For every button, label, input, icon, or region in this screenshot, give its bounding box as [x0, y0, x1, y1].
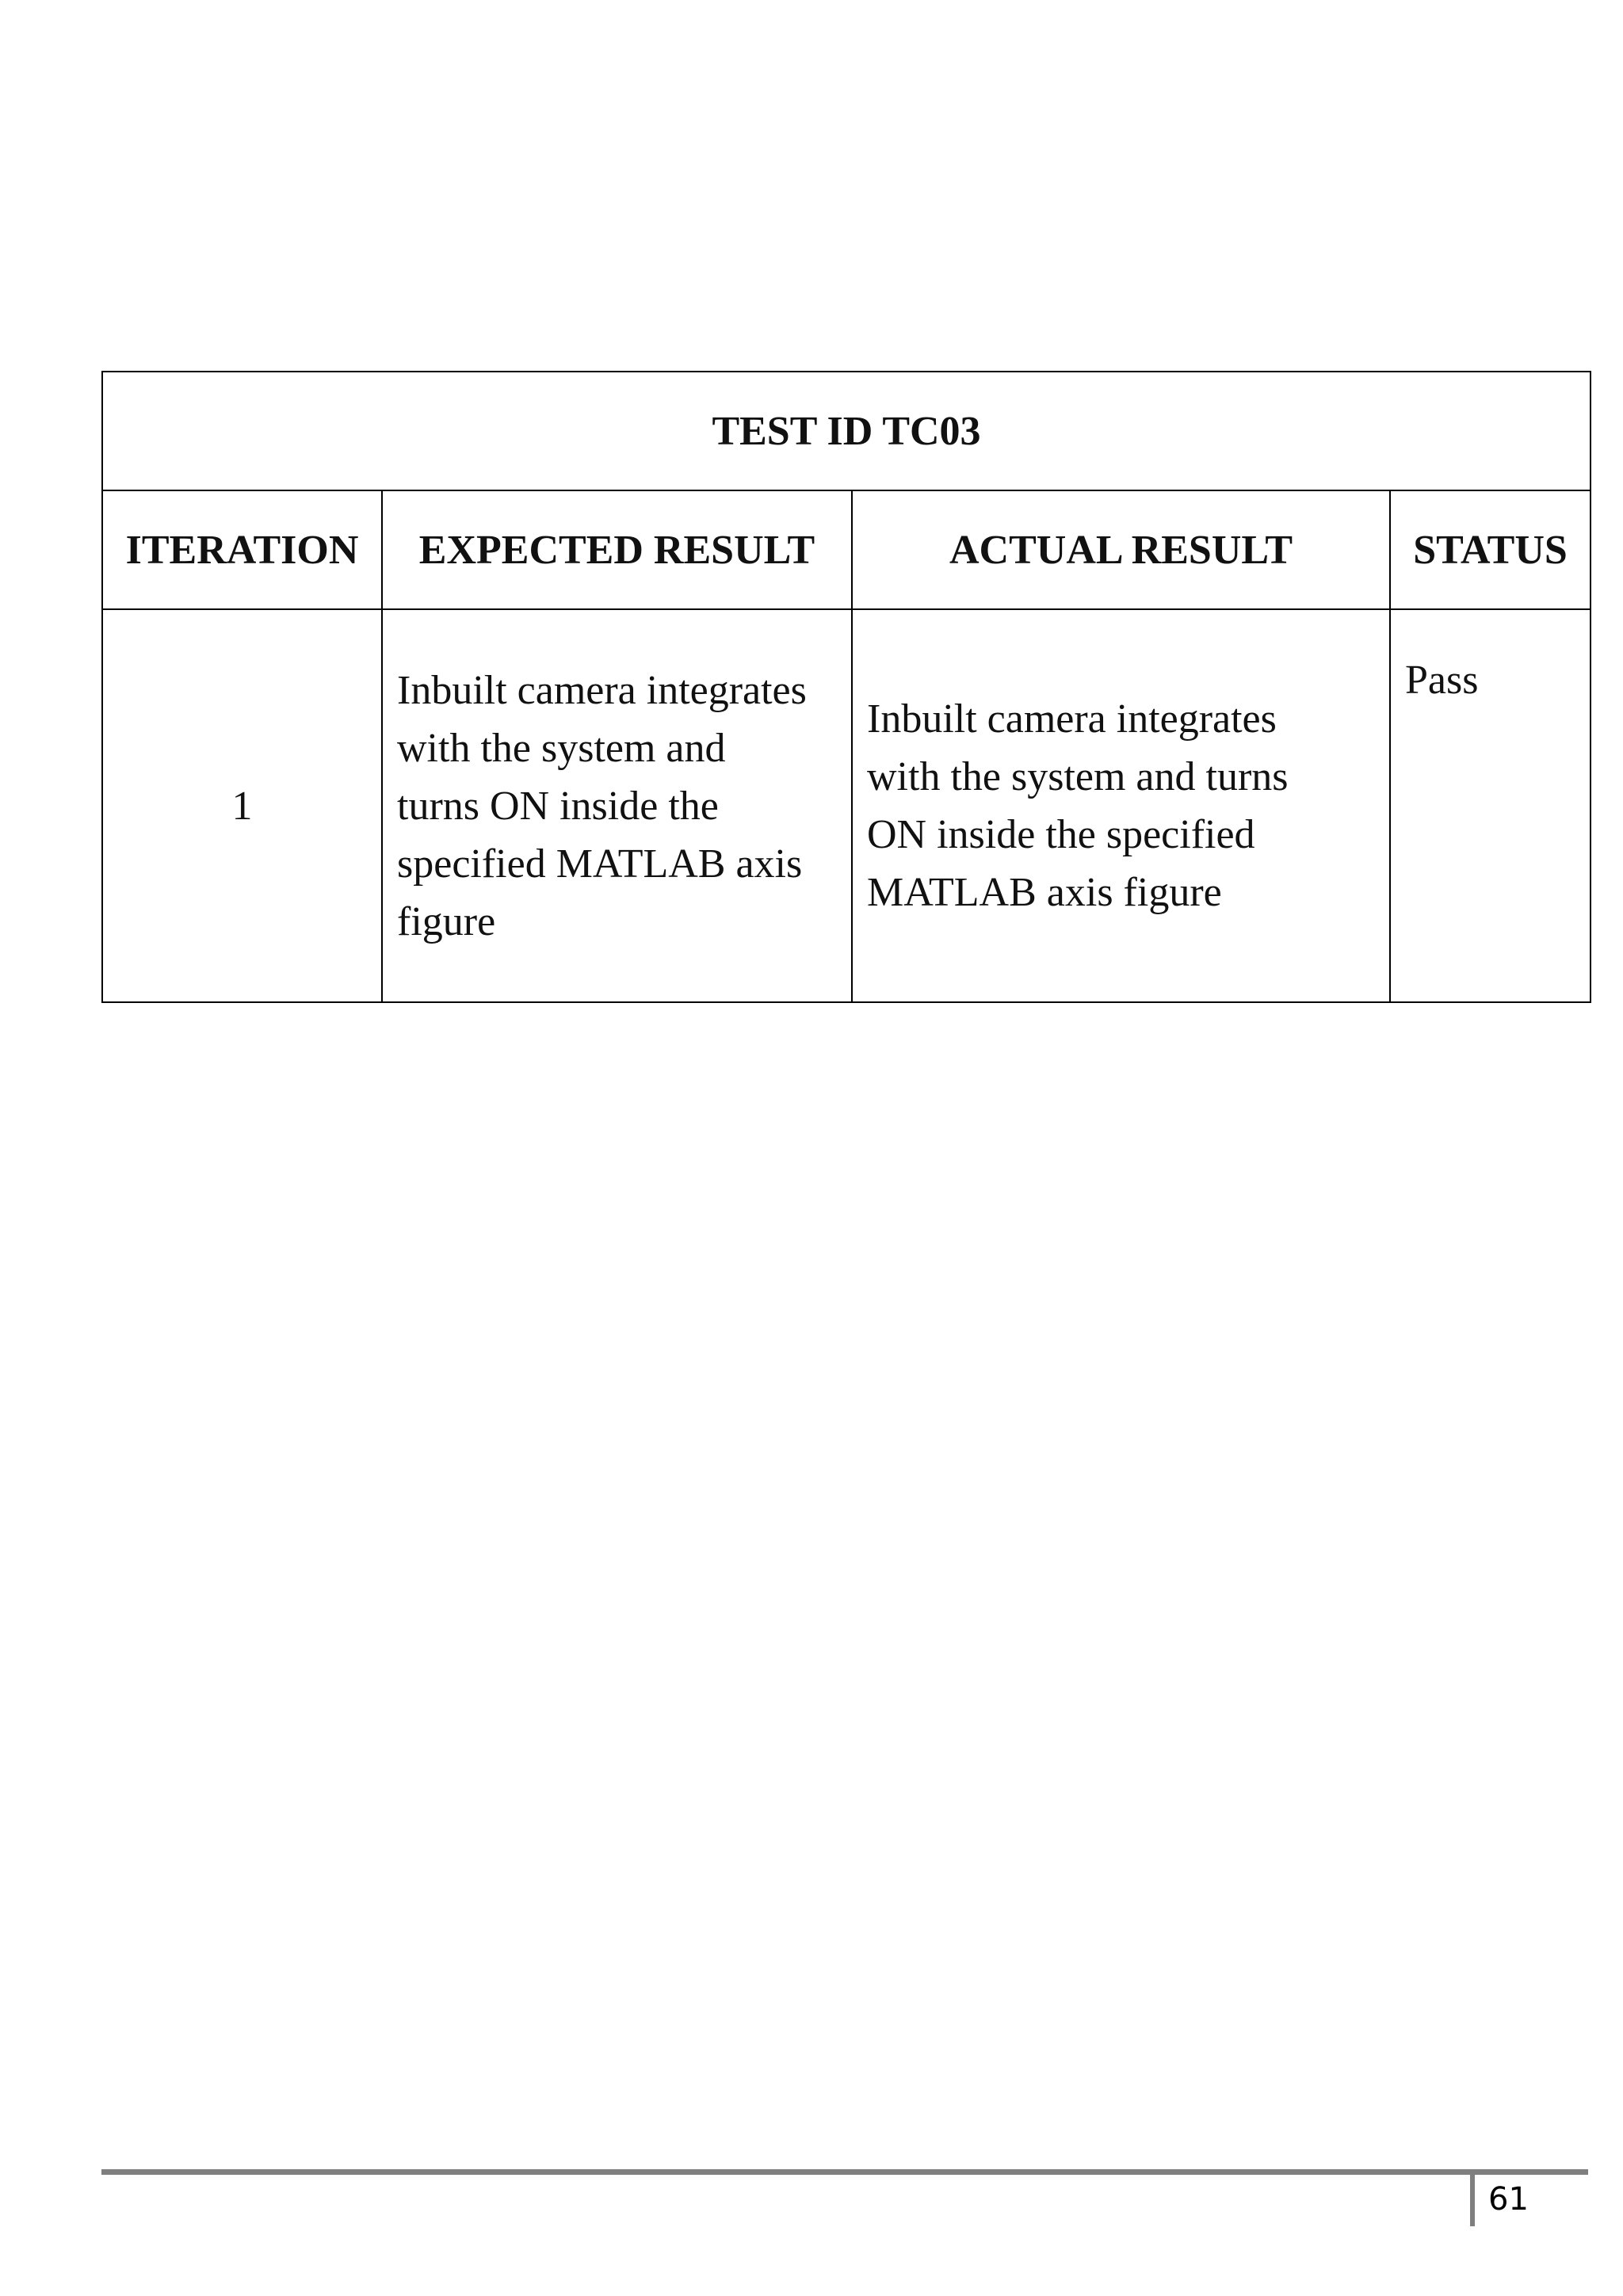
test-id-title: TEST ID TC03 [102, 372, 1591, 490]
expected-result-cell [382, 609, 852, 1002]
expected-result-line: figure [397, 898, 496, 944]
expected-result-line: with the system and [397, 725, 726, 771]
table-title-row [102, 372, 1591, 490]
actual-result-line: with the system and turns [867, 754, 1289, 799]
header-expected-result: EXPECTED RESULT [382, 490, 852, 609]
actual-result-line: Inbuilt camera integrates [867, 696, 1277, 742]
expected-result-line: turns ON inside the [397, 783, 719, 829]
table-row [102, 609, 1591, 1002]
actual-result-line: ON inside the specified [867, 812, 1255, 857]
test-case-table [101, 371, 1591, 1003]
actual-result-line: MATLAB axis figure [867, 870, 1222, 915]
header-actual-result: ACTUAL RESULT [852, 490, 1390, 609]
page-number-divider [1470, 2175, 1475, 2226]
header-iteration: ITERATION [102, 490, 382, 609]
header-status: STATUS [1390, 490, 1591, 609]
expected-result-line: Inbuilt camera integrates [397, 667, 807, 713]
footer-rule [101, 2169, 1588, 2175]
table-header-row [102, 490, 1591, 609]
status-cell: Pass [1390, 609, 1591, 1002]
page-number: 61 [1488, 2181, 1529, 2218]
expected-result-line: specified MATLAB axis [397, 841, 803, 887]
actual-result-cell [852, 609, 1390, 1002]
iteration-cell: 1 [102, 609, 382, 1002]
